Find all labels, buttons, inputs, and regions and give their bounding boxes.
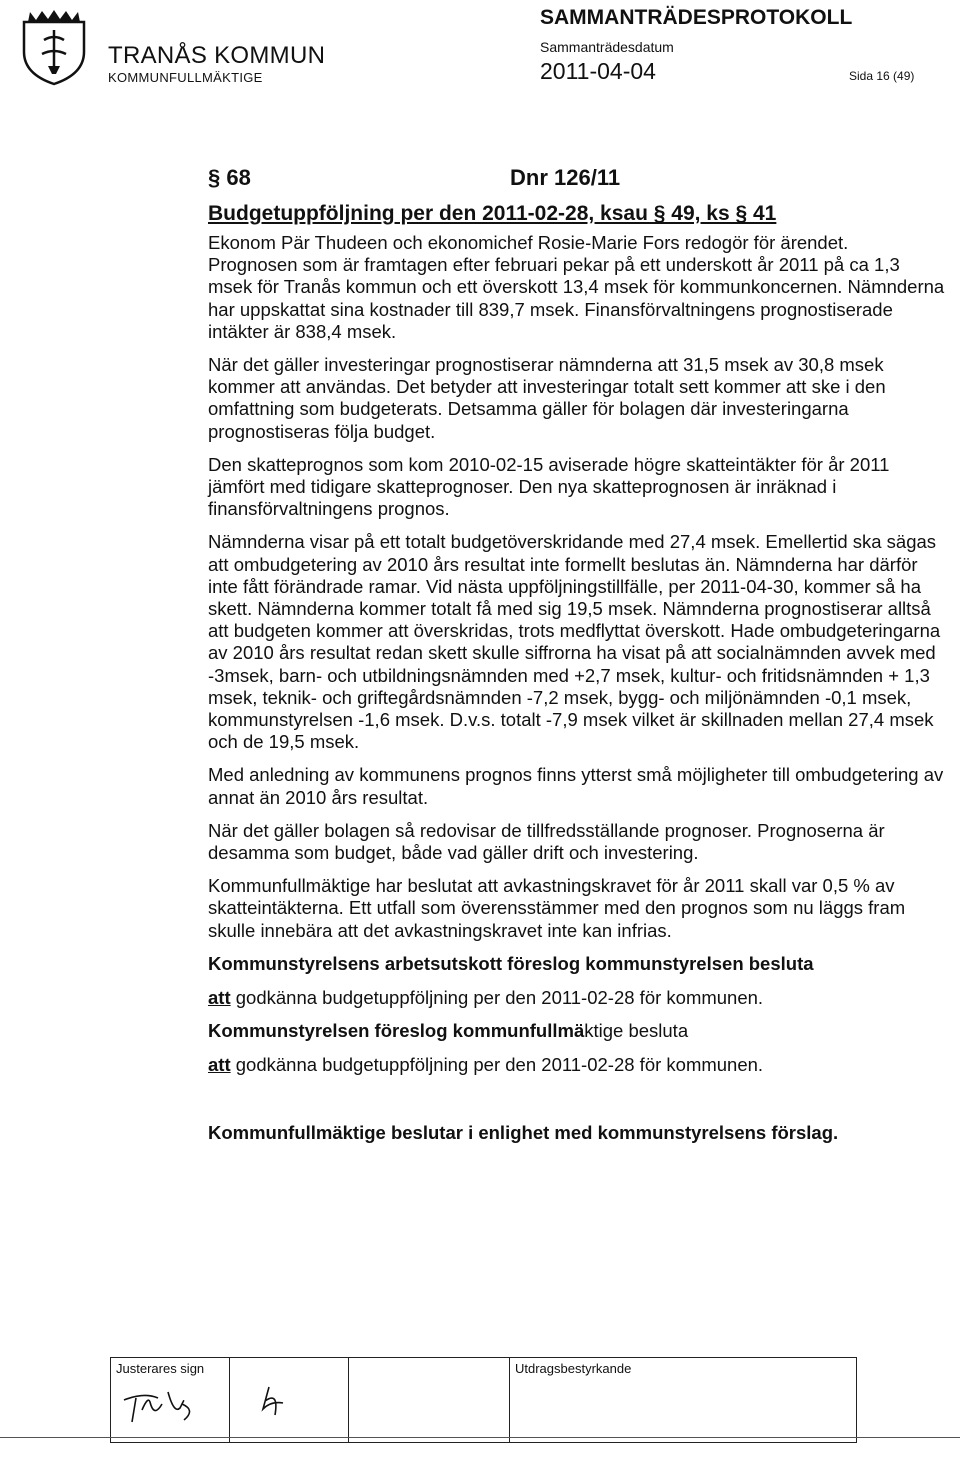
justerares-sign-cell [111, 1358, 230, 1443]
ks-decision-text: godkänna budgetuppföljning per den 2011-02-28 för kommunen. [235, 1053, 764, 1075]
paragraph-companies: När det gäller bolagen så redovisar de tillfredsställande prognoser. Prognoserna är desamma som budget, både vad gäller drift och investering. [208, 819, 885, 864]
utdragsbestyrkande-label: Utdragsbestyrkande [515, 1361, 632, 1376]
ksau-proposal-heading: Kommunstyrelsens arbetsutskott föreslog kommunstyrelsen besluta [208, 952, 814, 974]
council-name: KOMMUNFULLMÄKTIGE [108, 70, 263, 85]
paragraph-presenters: Ekonom Pär Thudeen och ekonomichef Rosie-Marie Fors redogör för ärendet. [208, 232, 849, 253]
ksau-decision [208, 987, 948, 1009]
justerares-sign-label: Justerares sign [116, 1361, 205, 1376]
meeting-date-label: Sammanträdesdatum [540, 39, 674, 55]
second-sign-cell [230, 1358, 349, 1443]
paragraph-number: § 68 [208, 165, 251, 190]
final-decision: Kommunfullmäktige beslutar i enlighet med kommunstyrelsens förslag. [208, 1121, 839, 1143]
att-keyword: att [208, 987, 231, 1009]
signature-box [110, 1357, 857, 1443]
paragraph-investments: När det gäller investeringar prognostiserar nämnderna att 31,5 msek av 30,8 msek kommer att användas. Det betyder att investeringar totalt sett kommer att ske i den omfattning som budgeterats. Detsamma gäller för bolagen där investeringarna prognostiseras följa budget. [208, 354, 886, 442]
paragraph-forecast: Prognosen som är framtagen efter februari pekar på ett underskott år 2011 på ca 1,3 msek för Tranås kommun och ett överskott 13,4 msek för kommunkoncernen. Nämnderna har uppskattat sina kostnader till 839,7 msek. Finansförvaltningens prognostiserade intäkter är 838,4 msek. [208, 254, 945, 342]
ks-decision [208, 1054, 948, 1076]
ks-heading-rest: ktige besluta [584, 1020, 689, 1042]
ks-proposal-heading [208, 1020, 948, 1042]
empty-sign-cell [349, 1358, 510, 1443]
ksau-decision-text: godkänna budgetuppföljning per den 2011-02-28 för kommunen. [235, 987, 764, 1009]
page-number: Sida 16 (49) [849, 69, 915, 83]
paragraph-yield-requirement: Kommunfullmäktige har beslutat att avkastningskravet för år 2011 skall var 0,5 % av skatteintäkterna. Ett utfall som överensstämmer med den prognos som nu läggs fram skulle innebära att det avkastningskravet inte kan infrias. [208, 875, 906, 941]
signature-underline [0, 1437, 960, 1438]
paragraph-rebudgeting: Med anledning av kommunens prognos finns ytterst små möjligheter till ombudgetering av annat än 2010 års resultat. [208, 764, 944, 808]
paragraph-budget-overrun: Nämnderna visar på ett totalt budgetöverskridande med 27,4 msek. Emellertid ska sägas att ombudgetering av 2010 års resultat inte formellt beslutas än. Nämnderna har därför inte fått förändrade ramar. Vid nästa uppföljningstillfälle, per 2011-04-30, kommer så ha skett. Nämnderna kommer totalt få med sig 19,5 msek. Nämnderna prognostiserar alltså att budgeten kommer att överskridas, trots medflyttat överskott. Hade ombudgeteringarna av 2010 års resultat redan skett skulle siffrorna ha visat på att socialnämnden avvek med -3msek, barn- och utbildningsnämnden med +2,7 msek, kultur- och fritidsnämnden + 1,3 msek, teknik- och griftegårdsnämnden -7,2 msek, bygg- och miljönämnden -0,1 msek, kommunstyrelsen -1,6 msek. D.v.s. totalt -7,9 msek vilket är skillnaden mellan 27,4 msek och de 19,5 msek. [208, 531, 941, 753]
utdragsbestyrkande-cell [510, 1358, 857, 1443]
protocol-body [208, 232, 948, 1155]
handwritten-mark-signature [235, 1361, 335, 1435]
meeting-date: 2011-04-04 [540, 58, 656, 84]
ks-heading-bold: Kommunstyrelsen föreslog kommunfullmä [208, 1020, 585, 1042]
coat-of-arms-icon [14, 8, 94, 86]
section-heading: Budgetuppföljning per den 2011-02-28, ksau § 49, ks § 41 [208, 202, 777, 225]
att-keyword: att [208, 1053, 231, 1075]
diary-number: Dnr 126/11 [510, 165, 621, 190]
handwritten-initials-signature [116, 1376, 216, 1428]
document-type: SAMMANTRÄDESPROTOKOLL [540, 6, 853, 29]
organization-name: TRANÅS KOMMUN [108, 42, 326, 69]
paragraph-tax-forecast: Den skatteprognos som kom 2010-02-15 aviserade högre skatteintäkter för år 2011 jämfört med tidigare skatteprognoser. Den nya skatteprognosen är inräknad i finansförvaltningens prognos. [208, 453, 890, 520]
